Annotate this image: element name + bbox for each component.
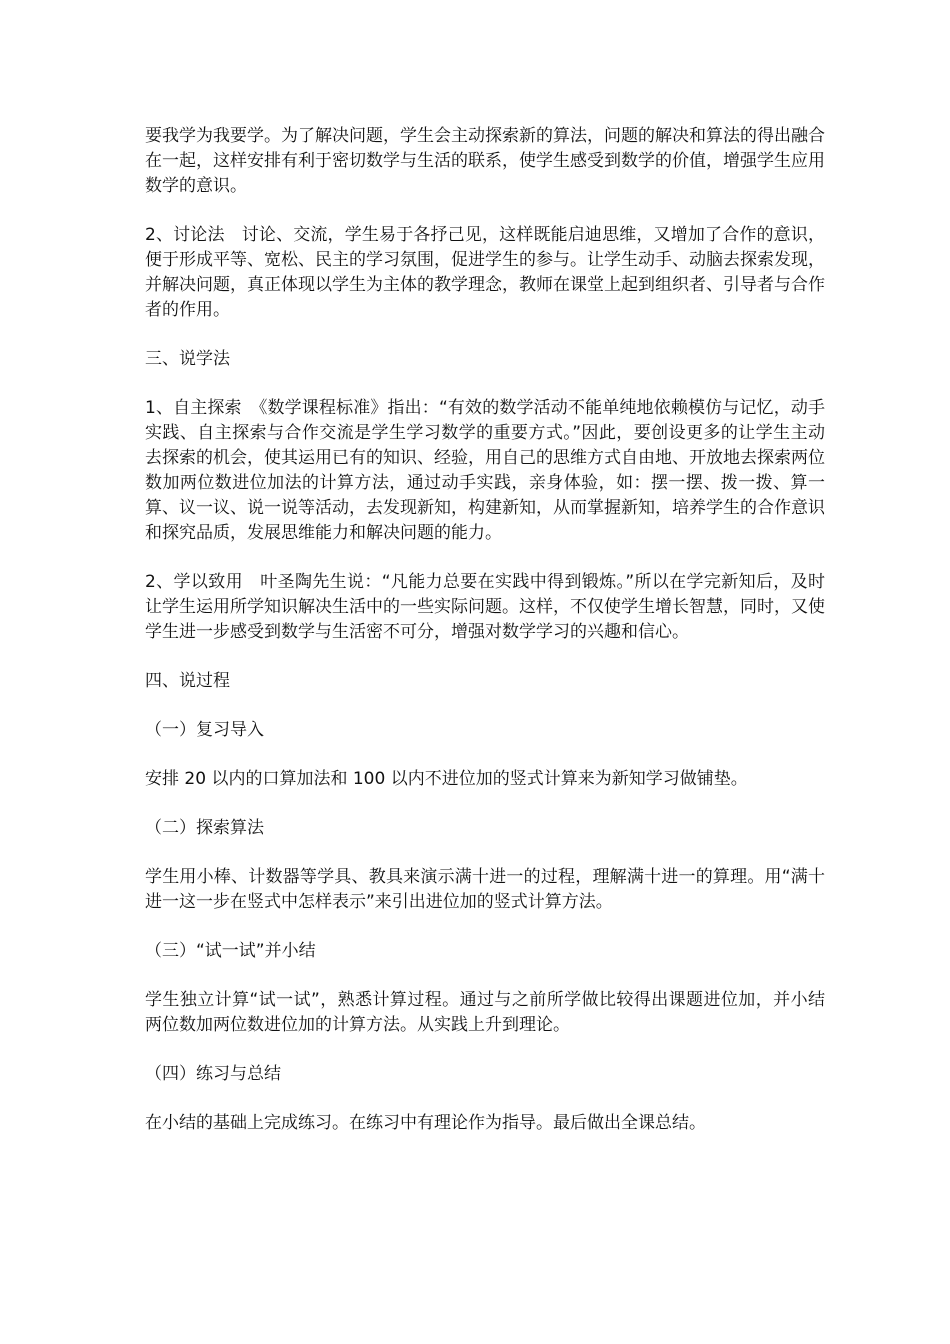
subheading-explore-algorithm: （二）探索算法 <box>145 818 264 838</box>
subheading-practice-summary: （四）练习与总结 <box>145 1064 281 1084</box>
document-body <box>145 124 825 1160</box>
paragraph-practice-summary: 在小结的基础上完成练习。在练习中有理论作为指导。最后做出全课总结。 <box>145 1113 706 1133</box>
paragraph-try-and-summary: 学生独立计算“试一试”，熟悉计算过程。通过与之前所学做比较得出课题进位加，并小结两位数加两位数进位加的计算方法。从实践上升到理论。 <box>145 990 825 1035</box>
paragraph-self-exploration: 1、自主探索 《数学课程标准》指出：“有效的数学活动不能单纯地依赖模仿与记忆，动手实践、自主探索与合作交流是学生学习数学的重要方式。”因此，要创设更多的让学生主动去探索的机会，使其运用已有的知识、经验，用自己的思维方式自由地、开放地去探索两位数加两位数进位加法的计算方法，通过动手实践，亲身体验，如：摆一摆、拨一拨、算一算、议一议、说一说等活动，去发现新知，构建新知，从而掌握新知，培养学生的合作意识和探究品质，发展思维能力和解决问题的能力。 <box>145 398 825 543</box>
section-heading-process: 四、说过程 <box>145 671 230 691</box>
paragraph-review-intro: 安排 20 以内的口算加法和 100 以内不进位加的竖式计算来为新知学习做铺垫。 <box>145 769 748 789</box>
paragraph-apply-learning: 2、学以致用 叶圣陶先生说：“凡能力总要在实践中得到锻炼。”所以在学完新知后，及时让学生运用所学知识解决生活中的一些实际问题。这样，不仅使学生增长智慧，同时，又使学生进一步感受到数学与生活密不可分，增强对数学学习的兴趣和信心。 <box>145 572 825 642</box>
paragraph-explore-algorithm: 学生用小棒、计数器等学具、教具来演示满十进一的过程，理解满十进一的算理。用“满十进一这一步在竖式中怎样表示”来引出进位加的竖式计算方法。 <box>145 867 825 912</box>
paragraph-discussion-method: 2、讨论法 讨论、交流，学生易于各抒己见，这样既能启迪思维，又增加了合作的意识，便于形成平等、宽松、民主的学习氛围，促进学生的参与。让学生动手、动脑去探索发现，并解决问题，真正体现以学生为主体的教学理念，教师在课堂上起到组织者、引导者与合作者的作用。 <box>145 225 825 320</box>
section-heading-learning-method: 三、说学法 <box>145 349 230 369</box>
paragraph-learning-motivation: 要我学为我要学。为了解决问题，学生会主动探索新的算法，问题的解决和算法的得出融合在一起，这样安排有利于密切数学与生活的联系，使学生感受到数学的价值，增强学生应用数学的意识。 <box>145 126 825 196</box>
subheading-try-and-summary: （三）“试一试”并小结 <box>145 941 316 961</box>
subheading-review-intro: （一）复习导入 <box>145 720 264 740</box>
